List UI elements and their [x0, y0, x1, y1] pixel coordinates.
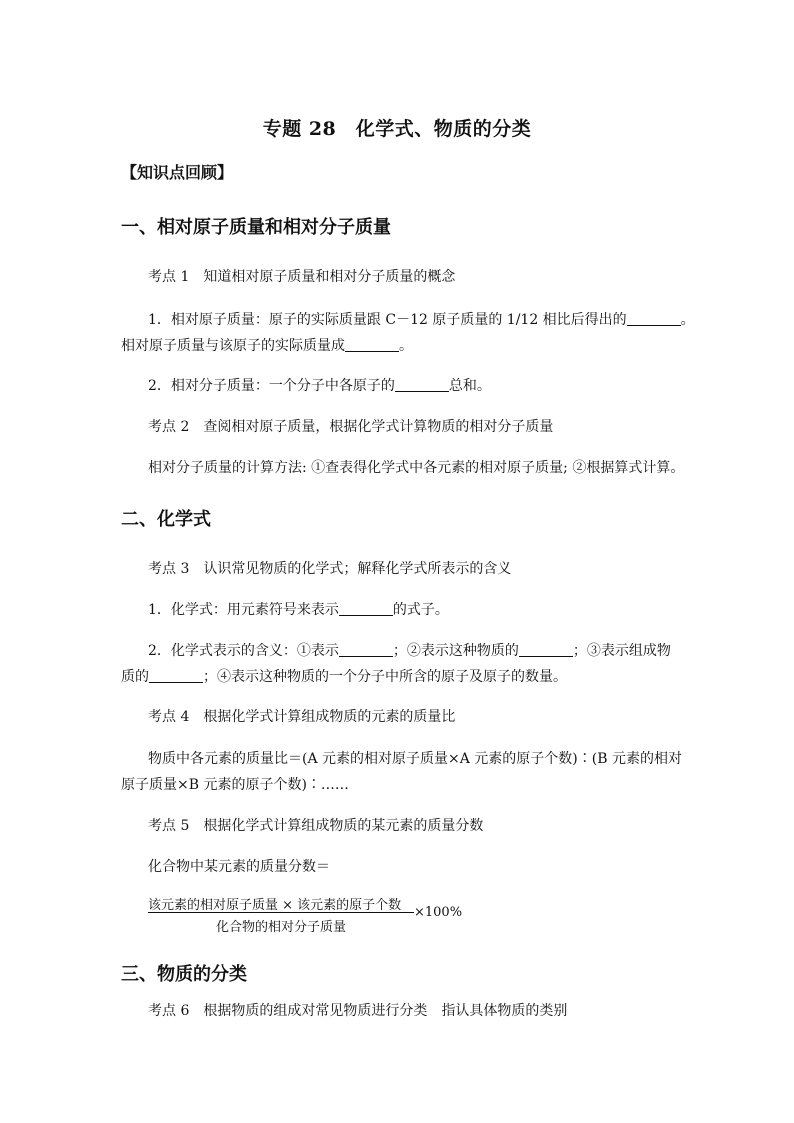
text: 相对原子质量与该原子的实际质量成 — [121, 338, 345, 354]
text: 。 — [399, 338, 413, 354]
text: 总和。 — [448, 378, 491, 394]
fraction-multiplier: ×100% — [414, 905, 463, 920]
section-heading-2: 二、化学式 — [121, 509, 211, 530]
paragraph — [148, 641, 680, 661]
fill-blank — [395, 377, 449, 392]
review-heading: 【知识点回顾】 — [121, 163, 234, 182]
fill-blank — [519, 642, 573, 657]
paragraph: 化合物中某元素的质量分数＝ — [148, 859, 330, 875]
kaodian-3-label: 考点 3 — [148, 561, 190, 577]
text: 的式子。 — [392, 602, 449, 618]
kaodian-6-text: 根据物质的组成对常见物质进行分类 指认具体物质的类别 — [203, 1003, 568, 1019]
text: 2．化学式表示的含义：①表示 — [148, 643, 339, 659]
text: ；③表示组成物 — [572, 643, 671, 659]
fraction-numerator: 该元素的相对原子质量 × 该元素的原子个数 — [148, 898, 402, 913]
text: 1．化学式：用元素符号来表示 — [148, 602, 339, 618]
fraction-denominator: 化合物的相对分子质量 — [215, 920, 346, 935]
kaodian-1-text: 知道相对原子质量和相对分子质量的概念 — [203, 269, 456, 285]
kaodian-3-text: 认识常见物质的化学式；解释化学式所表示的含义 — [203, 561, 512, 577]
section-heading-1: 一、相对原子质量和相对分子质量 — [121, 217, 391, 238]
fill-blank — [627, 311, 681, 326]
text: ；④表示这种物质的一个分子中所含的原子及原子的数量。 — [203, 669, 567, 685]
paragraph — [148, 600, 680, 620]
section-heading-3: 三、物质的分类 — [121, 964, 247, 985]
paragraph — [148, 376, 680, 396]
paragraph: 原子质量×B 元素的原子个数)∶…… — [121, 777, 349, 793]
kaodian-5-text: 根据化学式计算组成物质的某元素的质量分数 — [203, 818, 484, 834]
fraction-bar — [148, 912, 414, 913]
paragraph: 相对分子质量的计算方法: ①查表得化学式中各元素的相对原子质量; ②根据算式计算。 — [148, 460, 685, 476]
kaodian-5 — [148, 816, 680, 836]
kaodian-1-label: 考点 1 — [148, 269, 190, 285]
paragraph — [121, 336, 681, 356]
paragraph — [148, 310, 695, 330]
kaodian-6-label: 考点 6 — [148, 1003, 190, 1019]
fill-blank — [345, 337, 399, 352]
kaodian-4-label: 考点 4 — [148, 709, 190, 725]
kaodian-4-text: 根据化学式计算组成物质的元素的质量比 — [203, 709, 456, 725]
kaodian-5-label: 考点 5 — [148, 818, 190, 834]
paragraph: 物质中各元素的质量比＝(A 元素的相对原子质量×A 元素的原子个数)∶(B 元素的相对 — [148, 751, 682, 767]
kaodian-2-text: 查阅相对原子质量，根据化学式计算物质的相对分子质量 — [203, 419, 554, 435]
kaodian-4 — [148, 707, 680, 727]
text: 1．相对原子质量：原子的实际质量跟 C－12 原子质量的 1/12 相比后得出的 — [148, 312, 627, 328]
page-title: 专题 28 化学式、物质的分类 — [262, 118, 532, 140]
kaodian-3 — [148, 559, 680, 579]
text: 2．相对分子质量：一个分子中各原子的 — [148, 378, 395, 394]
kaodian-2-label: 考点 2 — [148, 419, 190, 435]
paragraph — [121, 667, 681, 687]
text: 。 — [680, 312, 695, 328]
text: 质的 — [121, 669, 149, 685]
kaodian-2 — [148, 417, 680, 437]
kaodian-6 — [148, 1001, 680, 1021]
fill-blank — [149, 668, 203, 683]
fill-blank — [339, 601, 393, 616]
fill-blank — [339, 642, 393, 657]
kaodian-1 — [148, 267, 680, 287]
text: ；②表示这种物质的 — [392, 643, 519, 659]
